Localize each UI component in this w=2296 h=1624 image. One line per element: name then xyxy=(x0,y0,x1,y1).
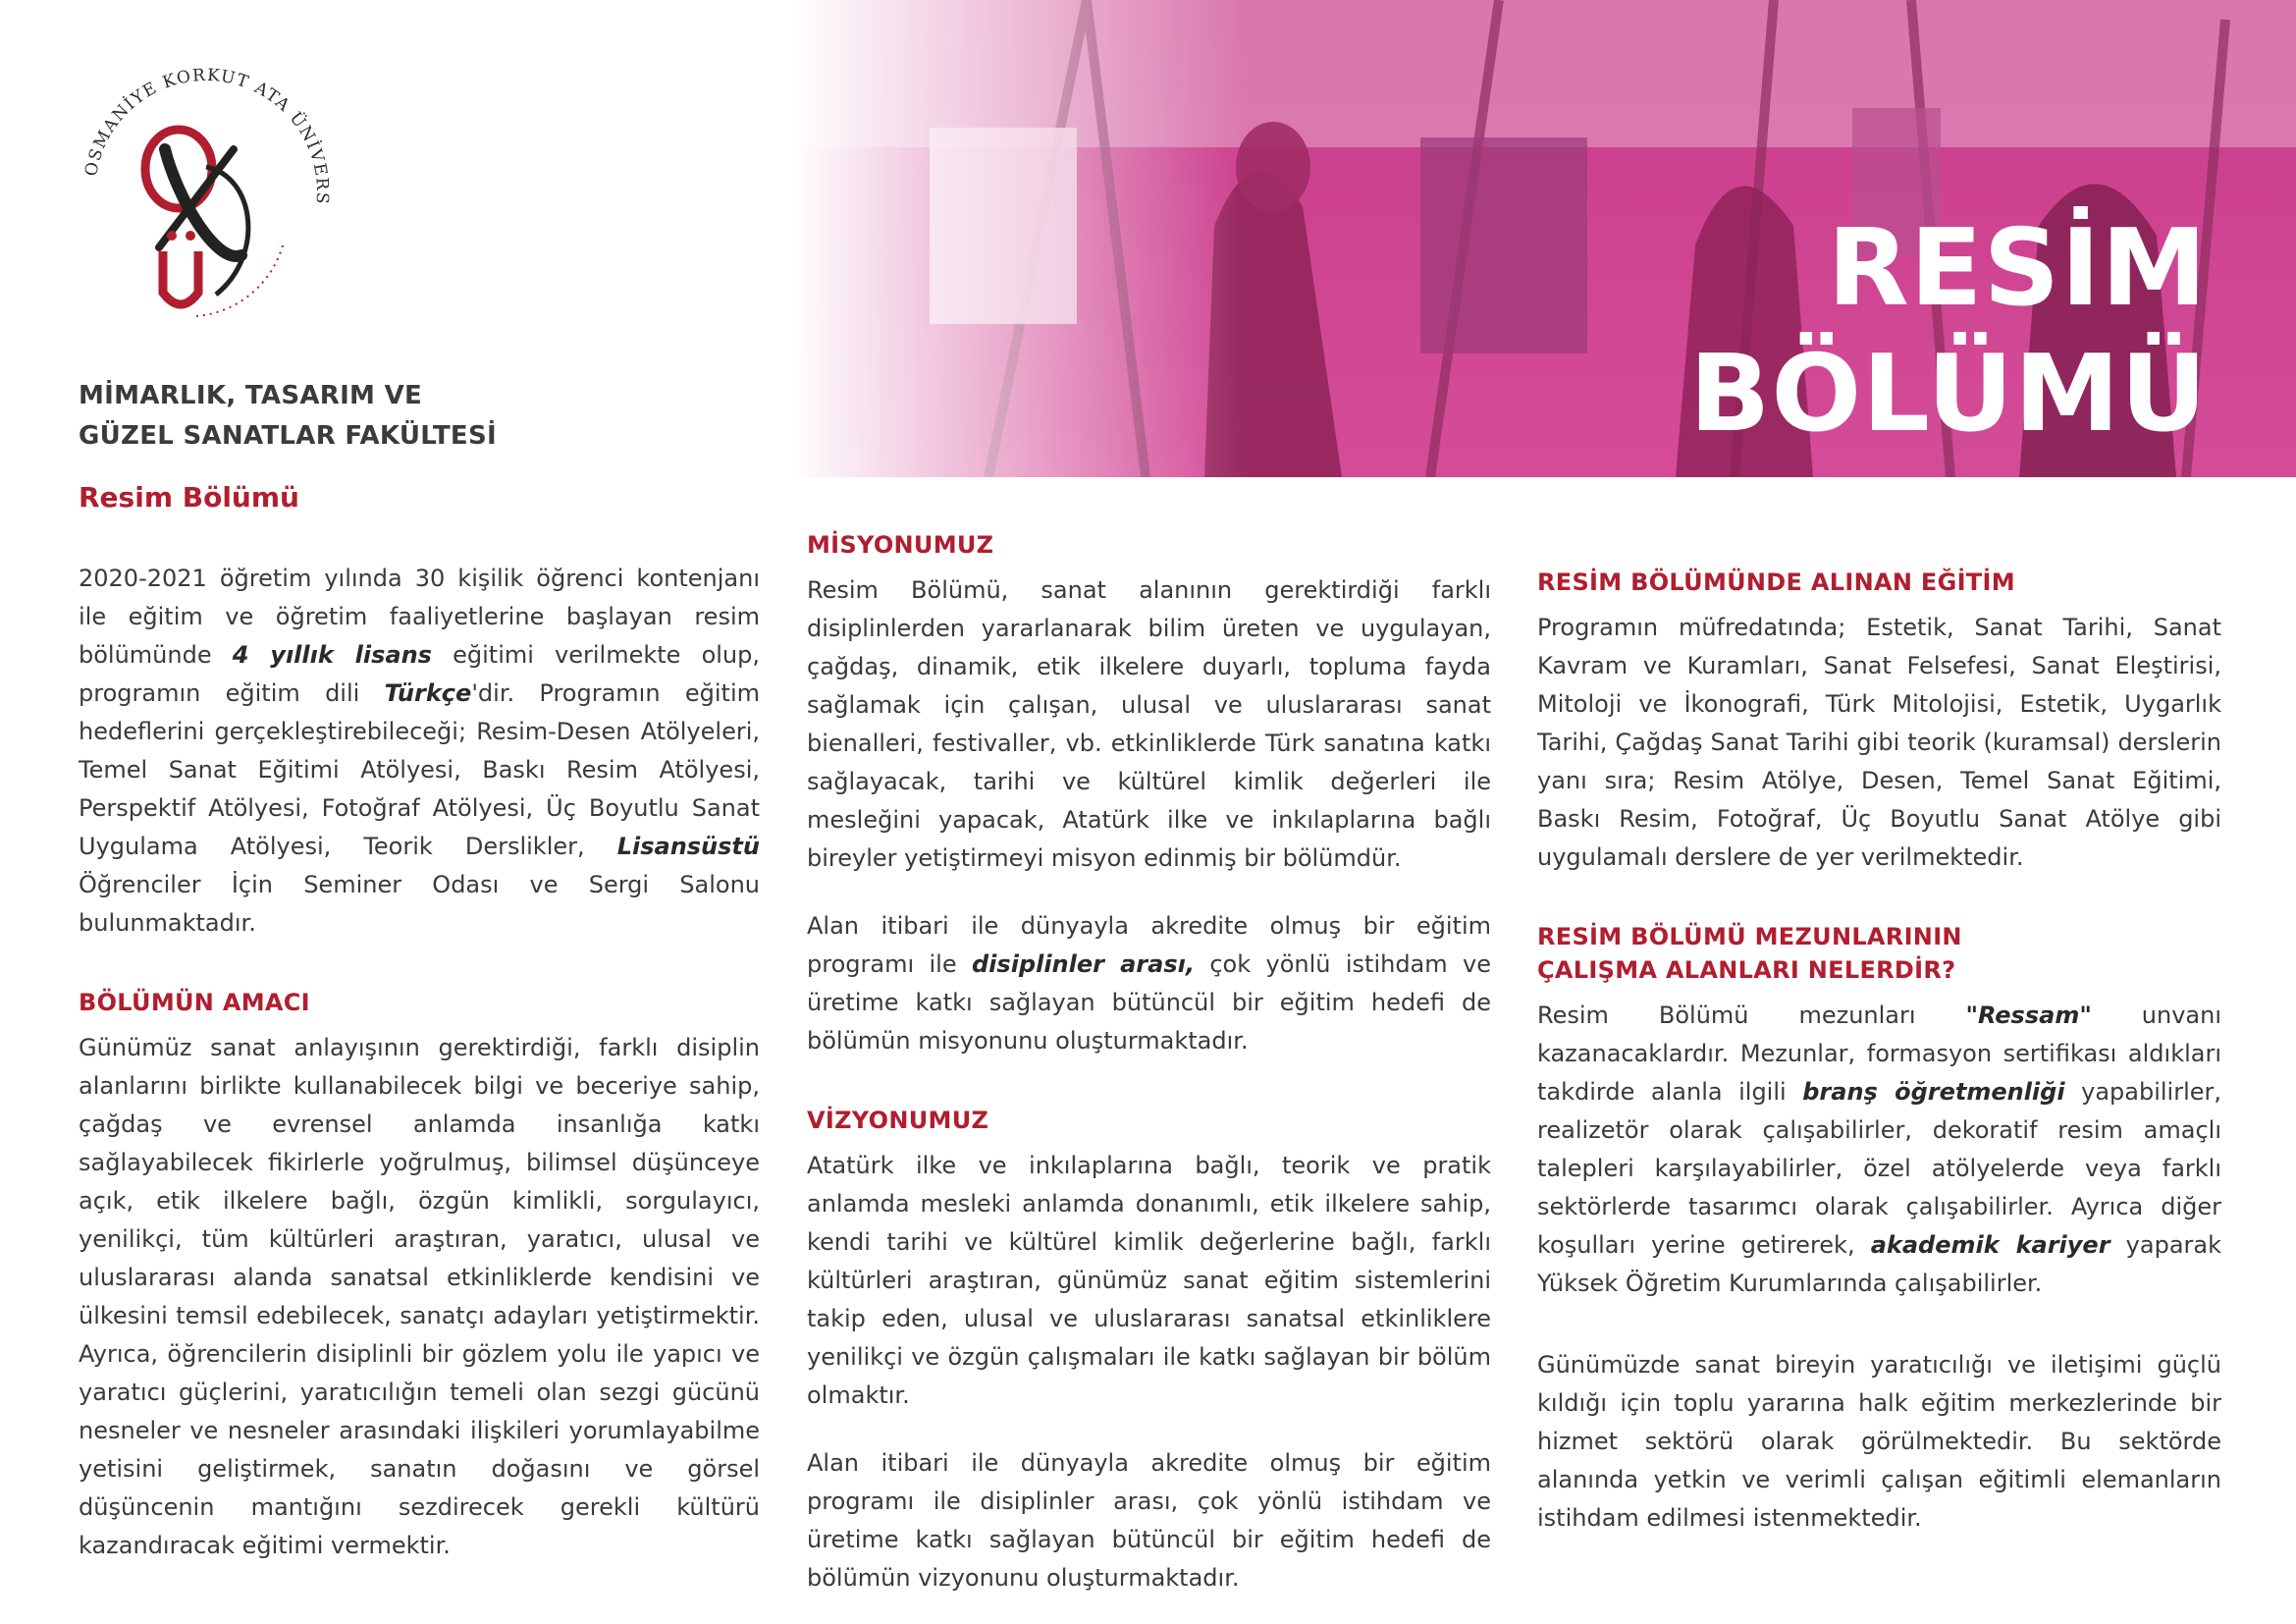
mezun-heading-line1: RESİM BÖLÜMÜ MEZUNLARININ xyxy=(1537,923,1962,950)
misyon-emphasis: disiplinler arası, xyxy=(972,950,1195,978)
faculty-title xyxy=(79,376,667,457)
university-logo xyxy=(69,59,344,353)
intro-emphasis-1: 4 yıllık lisans xyxy=(232,641,432,669)
hero-title-line1: RESİM xyxy=(1827,207,2208,330)
section-heading-vizyon: VİZYONUMUZ xyxy=(807,1107,989,1134)
intro-emphasis-2: Türkçe xyxy=(384,679,472,707)
misyon-text-1: Alan itibari ile dünyayla akredite olmuş bir eğitim programı ile xyxy=(807,912,1491,978)
svg-text:OSMANİYE KORKUT ATA ÜNİVERSİTE: OSMANİYE KORKUT ATA ÜNİVERS xyxy=(81,65,333,206)
column-left xyxy=(79,560,760,1565)
hero-title xyxy=(1689,206,2208,458)
intro-emphasis-3: Lisansüstü xyxy=(616,833,760,860)
department-name: Resim Bölümü xyxy=(79,481,299,514)
amac-paragraph: Günümüz sanat anlayışının gerektirdiği, farklı disiplin alanlarını birlikte kullanabilecek bilgi ve beceriye sahip, çağdaş ve evrensel anlamda insanlığa katkı sağlayabilecek fikirlerle yoğrulmuş, bilimsel düşünceye açık, etik ilkelere bağlı, özgün kimlikli, sorgulayıcı, yenilikçi, tüm kültürleri araştıran, yaratıcı, ulusal ve uluslararası alanda sanatsal etkinliklerde kendisini ve ülkesini temsil edebilecek, sanatçı adayları yetiştirmektir. Ayrıca, öğrencilerin disiplinli bir gözlem yolu ile yapıcı ve yaratıcı güçlerini, yaratıcılığın temeli olan sezgi gücünü nesneler ve nesneler arasındaki ilişkileri yorumlayabilme yetisini geliştirmek, sanatın doğasını ve görsel düşüncenin mantığını sezdirecek gerekli kültürü kazandıracak eğitimi vermektir. xyxy=(79,1034,760,1559)
section-heading-amac: BÖLÜMÜN AMACI xyxy=(79,989,310,1016)
intro-text-3: 'dir. Programın eğitim hedeflerini gerçekleştirebileceği; Resim-Desen Atölyeleri, Temel Sanat Eğitimi Atölyesi, Baskı Resim Atölyesi, Perspektif Atölyesi, Fotoğraf Atölyesi, Üç Boyutlu Sanat Uygulama Atölyesi, Teorik Derslikler, xyxy=(79,679,760,860)
intro-text-1: 2020-2021 öğretim yılında 30 kişilik öğrenci kontenjanı ile eğitim ve öğretim faaliyetlerine başlayan resim bölümünde xyxy=(79,565,760,669)
egitim-paragraph: Programın müfredatında; Estetik, Sanat Tarihi, Sanat Kavram ve Kuramları, Sanat Felsefesi, Sanat Eleştirisi, Mitoloji ve İkonografi, Türk Mitolojisi, Estetik, Uygarlık Tarihi, Çağdaş Sanat Tarihi gibi teorik (kuramsal) derslerin yanı sıra; Resim Atölye, Desen, Temel Sanat Eğitimi, Baskı Resim, Fotoğraf, Üç Boyutlu Sanat Atölye gibi uygulamalı derslere de yer verilmektedir. xyxy=(1537,614,2221,871)
intro-paragraph xyxy=(79,560,760,943)
misyon-paragraph-2 xyxy=(807,907,1491,1060)
hero-banner xyxy=(792,0,2296,477)
mezun-text-3: yapabilirler, realizetör olarak çalışabilirler, dekoratif resim amaçlı talepleri karşılayabilirler, özel atölyelerde veya farklı sektörlerde tasarımcı olarak çalışabilirler. Ayrıca diğer koşulları yerine getirerek, xyxy=(1537,1078,2222,1259)
intro-text-4: Öğrenciler İçin Seminer Odası ve Sergi Salonu bulunmaktadır. xyxy=(79,871,760,937)
section-heading-egitim: RESİM BÖLÜMÜNDE ALINAN EĞİTİM xyxy=(1537,568,2015,596)
mezun-text-1: Resim Bölümü mezunları xyxy=(1537,1001,1966,1029)
mezun-heading-line2: ÇALIŞMA ALANLARI NELERDİR? xyxy=(1537,956,1956,984)
mezun-text-4: yaparak Yüksek Öğretim Kurumlarında çalışabilirler. xyxy=(1537,1231,2221,1297)
section-heading-mezun xyxy=(1537,920,2221,987)
vizyon-paragraph-1: Atatürk ilke ve inkılaplarına bağlı, teorik ve pratik anlamda mesleki anlamda donanımlı, etik ilkelere sahip, kendi tarihi ve kültürel kimlik değerlerine bağlı, farklı kültürleri araştıran, günümüz sanat eğitim sistemlerini takip eden, ulusal ve uluslararası sanatsal etkinliklere yenilikçi ve özgün çalışmaları ile katkı sağlayan bir bölüm olmaktır. xyxy=(807,1152,1491,1409)
mezun-paragraph-1 xyxy=(1537,997,2221,1303)
misyon-text-2: çok yönlü istihdam ve üretime katkı sağlayan bütüncül bir eğitim hedefi de bölümün misyonunu oluşturmaktadır. xyxy=(807,950,1491,1055)
vizyon-paragraph-2: Alan itibari ile dünyayla akredite olmuş bir eğitim programı ile disiplinler arası, çok yönlü istihdam ve üretime katkı sağlayan bütüncül bir eğitim hedefi de bölümün vizyonunu oluşturmaktadır. xyxy=(807,1449,1491,1592)
section-heading-misyon: MİSYONUMUZ xyxy=(807,531,994,559)
hero-title-line2: BÖLÜMÜ xyxy=(1689,333,2208,456)
column-middle xyxy=(807,528,1491,1597)
mezun-text-2: unvanı kazanacaklardır. Mezunlar, formasyon sertifikası aldıkları takdirde alanla ilgili xyxy=(1537,1001,2221,1106)
mezun-emphasis-1: "Ressam" xyxy=(1965,1001,2092,1029)
column-right xyxy=(1537,566,2221,1538)
faculty-title-line2: GÜZEL SANATLAR FAKÜLTESİ xyxy=(79,421,497,451)
mezun-emphasis-3: akademik kariyer xyxy=(1870,1231,2110,1259)
misyon-paragraph-1: Resim Bölümü, sanat alanının gerektirdiği farklı disiplinlerden yararlanarak bilim üreten ve uygulayan, çağdaş, dinamik, etik ilkelere duyarlı, topluma fayda sağlamak için çalışan, ulusal ve uluslararası sanat bienalleri, festivaller, vb. etkinliklerde Türk sanatına katkı sağlayacak, tarihi ve kültürel kimlik değerleri ile mesleğini yapacak, Atatürk ilke ve inkılaplarına bağlı bireyler yetiştirmeyi misyon edinmiş bir bölümdür. xyxy=(807,576,1491,872)
faculty-title-line1: MİMARLIK, TASARIM VE xyxy=(79,381,423,410)
mezun-paragraph-2: Günümüzde sanat bireyin yaratıcılığı ve iletişimi güçlü kıldığı için toplu yararına halk eğitim merkezlerinde bir hizmet sektörü olarak görülmektedir. Bu sektörde alanında yetkin ve verimli çalışan eğitimli elemanların istihdam edilmesi istenmektedir. xyxy=(1537,1351,2221,1532)
mezun-emphasis-2: branş öğretmenliği xyxy=(1802,1078,2065,1106)
university-seal-icon xyxy=(69,59,344,353)
intro-text-2: eğitimi verilmekte olup, programın eğitim dili xyxy=(79,641,760,707)
